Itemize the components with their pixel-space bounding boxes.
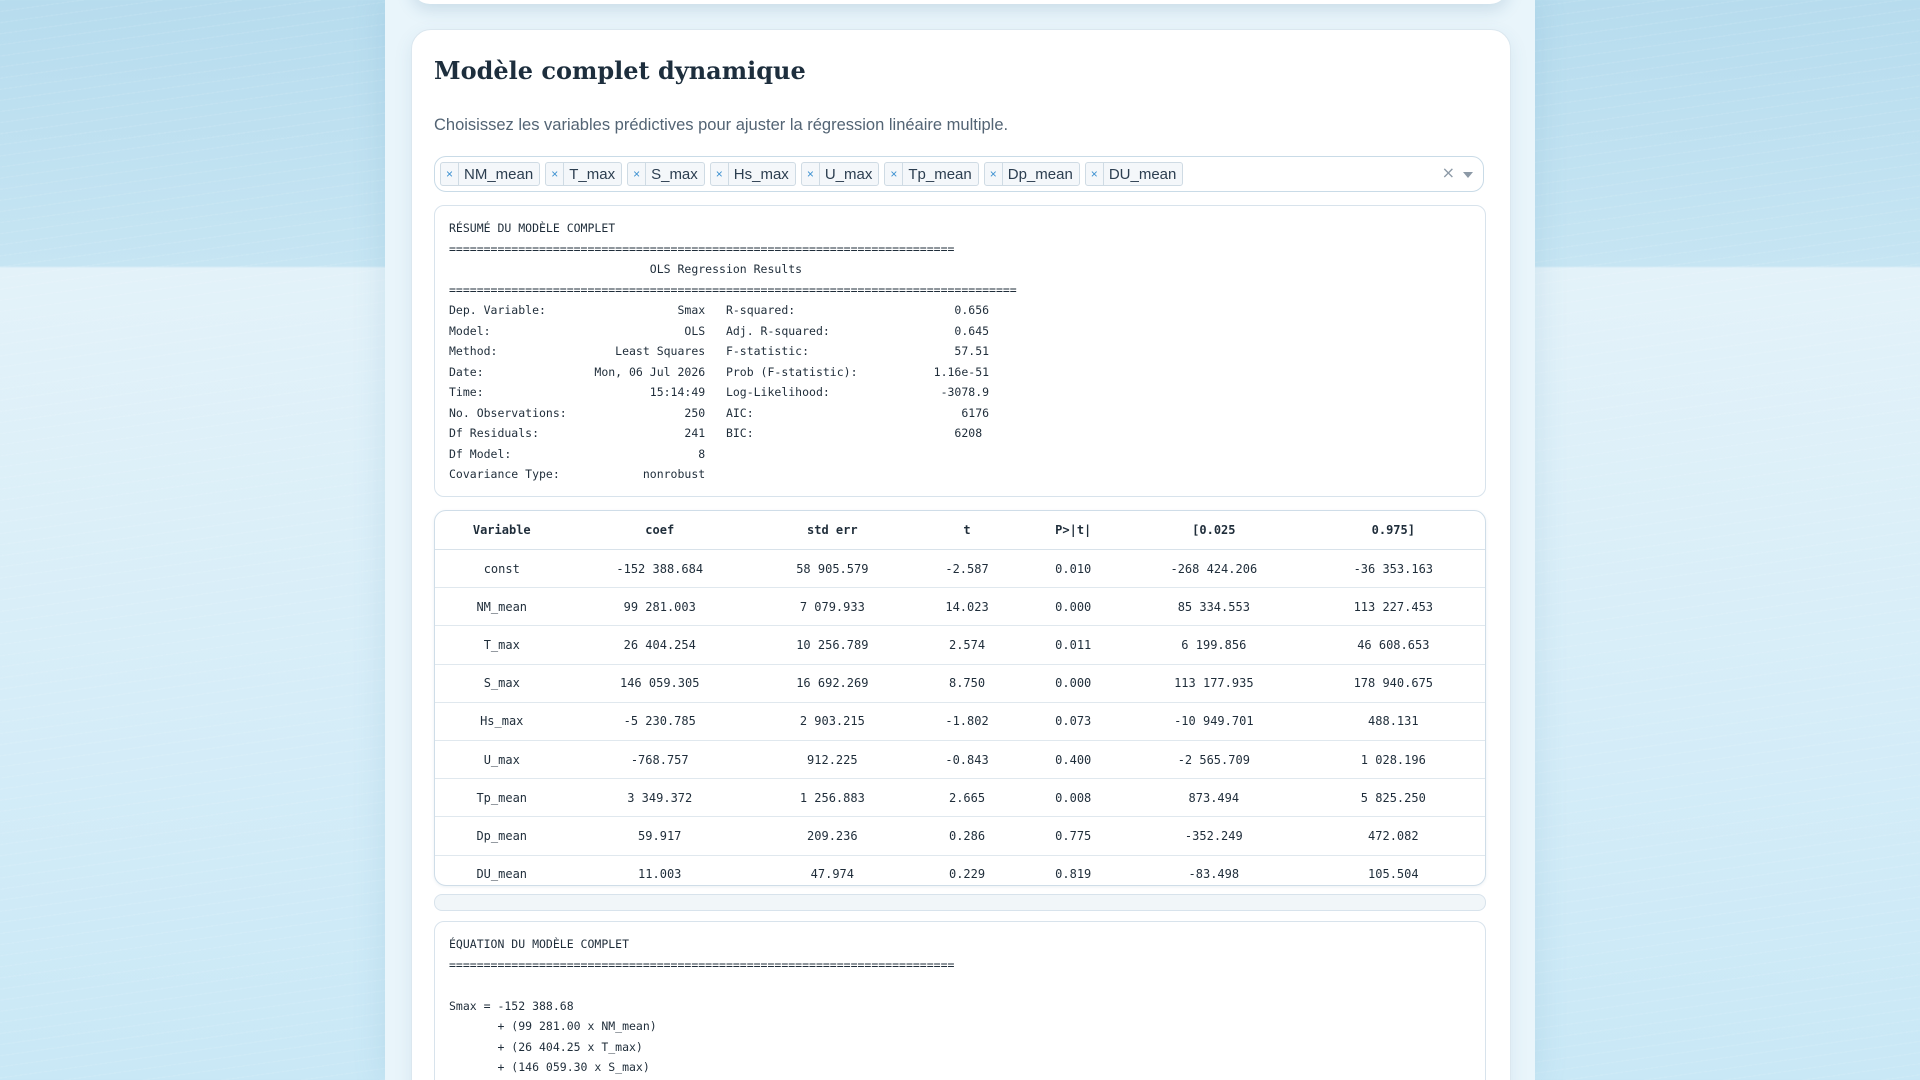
card-title: Modèle complet dynamique <box>434 56 806 85</box>
tag-label: Hs_max <box>733 165 789 183</box>
header-coef[interactable]: coef <box>569 511 751 550</box>
remove-tag-icon[interactable]: × <box>546 163 564 185</box>
cell-std-err: 2 903.215 <box>751 702 914 740</box>
table-row <box>435 664 1485 702</box>
cell-std-err: 58 905.579 <box>751 550 914 588</box>
cell-coef: -5 230.785 <box>569 702 751 740</box>
cell-p-value: 0.011 <box>1020 626 1126 664</box>
cell-ci-lower: -352.249 <box>1126 817 1302 855</box>
table-row <box>435 779 1485 817</box>
header-ci-upper[interactable]: 0.975] <box>1302 511 1485 550</box>
cell-t: 0.286 <box>914 817 1021 855</box>
tag-hs-max <box>710 162 796 186</box>
tag-label: Tp_mean <box>908 165 972 183</box>
cell-std-err: 209.236 <box>751 817 914 855</box>
cell-t: 8.750 <box>914 664 1021 702</box>
clear-all-icon[interactable]: × <box>1441 163 1455 182</box>
remove-tag-icon[interactable]: × <box>802 163 820 185</box>
chevron-down-icon[interactable] <box>1463 172 1473 178</box>
cell-t: 0.229 <box>948 867 986 882</box>
cell-ci-upper: 5 825.250 <box>1302 779 1485 817</box>
cell-t: -2.587 <box>914 550 1021 588</box>
cell-t: -1.802 <box>914 702 1021 740</box>
cell-ci-upper: 113 227.453 <box>1302 588 1485 626</box>
cell-ci-upper: -36 353.163 <box>1302 550 1485 588</box>
header-p-value[interactable]: P>|t| <box>1020 511 1126 550</box>
cell-ci-upper: 178 940.675 <box>1302 664 1485 702</box>
cell-coef: 26 404.254 <box>569 626 751 664</box>
remove-tag-icon[interactable]: × <box>711 163 729 185</box>
table-horizontal-scrollbar[interactable] <box>434 894 1486 911</box>
model-equation-box <box>434 921 1486 1080</box>
cell-p-value: 0.400 <box>1020 740 1126 778</box>
cell-p-value: 0.008 <box>1020 779 1126 817</box>
previous-card <box>412 0 1508 4</box>
tag-label: DU_mean <box>1108 165 1177 183</box>
model-summary-box <box>434 205 1486 497</box>
table-row <box>435 550 1485 588</box>
cell-p-value: 0.775 <box>1020 817 1126 855</box>
cell-coef: -152 388.684 <box>569 550 751 588</box>
cell-p-value: 0.073 <box>1020 702 1126 740</box>
cell-variable: S_max <box>435 664 569 702</box>
cell-ci-upper: 472.082 <box>1302 817 1485 855</box>
table-row <box>435 588 1485 626</box>
model-equation-text: ÉQUATION DU MODÈLE COMPLET ========================================================================= Smax = -152 388.68 + (99 281.00 x NM_mean) + (26 404.25 x T_max) + (146 059.30 x S_max) <box>449 937 955 1074</box>
cell-variable: Tp_mean <box>435 779 569 817</box>
cell-ci-upper: 105.504 <box>1368 867 1419 882</box>
cell-p-value: 0.000 <box>1020 664 1126 702</box>
tag-s-max <box>627 162 705 186</box>
tag-label: NM_mean <box>464 165 534 183</box>
cell-t: 2.574 <box>914 626 1021 664</box>
tag-label: T_max <box>569 165 616 183</box>
header-ci-lower[interactable]: [0.025 <box>1126 511 1302 550</box>
cell-coef: 59.917 <box>569 817 751 855</box>
cell-std-err: 47.974 <box>810 867 854 882</box>
remove-tag-icon[interactable]: × <box>628 163 646 185</box>
cell-ci-upper: 1 028.196 <box>1302 740 1485 778</box>
cell-variable: const <box>435 550 569 588</box>
header-variable[interactable]: Variable <box>435 511 569 550</box>
tag-dp-mean <box>984 162 1080 186</box>
cell-std-err: 912.225 <box>751 740 914 778</box>
cell-p-value: 0.819 <box>1055 867 1092 882</box>
cell-coef: 146 059.305 <box>569 664 751 702</box>
cell-variable: Hs_max <box>435 702 569 740</box>
table-row <box>435 855 1485 886</box>
tag-label: Dp_mean <box>1007 165 1073 183</box>
cell-std-err: 16 692.269 <box>751 664 914 702</box>
cell-p-value: 0.010 <box>1020 550 1126 588</box>
tag-nm-mean <box>440 162 540 186</box>
table-row <box>435 740 1485 778</box>
header-t[interactable]: t <box>914 511 1021 550</box>
cell-coef: -768.757 <box>569 740 751 778</box>
remove-tag-icon[interactable]: × <box>985 163 1003 185</box>
cell-std-err: 7 079.933 <box>751 588 914 626</box>
coefficients-table <box>434 510 1486 886</box>
cell-ci-lower: -83.498 <box>1188 867 1240 882</box>
tag-du-mean <box>1085 162 1184 186</box>
full-model-card <box>411 29 1511 1080</box>
cell-std-err: 1 256.883 <box>751 779 914 817</box>
tag-tp-mean <box>884 162 978 186</box>
cell-coef: 99 281.003 <box>569 588 751 626</box>
cell-ci-lower: 6 199.856 <box>1126 626 1302 664</box>
cell-variable: DU_mean <box>476 867 528 882</box>
cell-std-err: 10 256.789 <box>751 626 914 664</box>
table-header-row <box>435 511 1485 550</box>
cell-ci-upper: 46 608.653 <box>1302 626 1485 664</box>
cell-t: 14.023 <box>914 588 1021 626</box>
card-subtitle: Choisissez les variables prédictives pour ajuster la régression linéaire multiple. <box>434 116 1009 134</box>
cell-t: -0.843 <box>914 740 1021 778</box>
cell-coef: 11.003 <box>638 867 682 882</box>
cell-ci-lower: 113 177.935 <box>1126 664 1302 702</box>
cell-ci-lower: 873.494 <box>1126 779 1302 817</box>
cell-p-value: 0.000 <box>1020 588 1126 626</box>
header-std-err[interactable]: std err <box>751 511 914 550</box>
model-summary-text: RÉSUMÉ DU MODÈLE COMPLET ========================================================================= OLS Regression Results ================================================================================== Dep. Variable: Smax R-squared: 0.656 Model: OLS Adj. R-squared: 0.645 Method: Least Squares F-statistic: 57.51 Date: Mon, 06 Jul 2026 Prob (F-statistic): 1.16e-51 Time: 15:14:49 Log-Likelihood: -3078.9 No. Observations: 250 AIC: 6176 Df Residuals: 241 BIC: 6208 Df Model: 8 Covariance Type: nonrobust <box>449 221 1017 481</box>
cell-ci-lower: -2 565.709 <box>1126 740 1302 778</box>
cell-variable: U_max <box>435 740 569 778</box>
remove-tag-icon[interactable]: × <box>441 163 459 185</box>
cell-ci-lower: 85 334.553 <box>1126 588 1302 626</box>
cell-coef: 3 349.372 <box>569 779 751 817</box>
remove-tag-icon[interactable]: × <box>885 163 903 185</box>
cell-variable: Dp_mean <box>435 817 569 855</box>
tag-t-max <box>545 162 622 186</box>
table-row <box>435 817 1485 855</box>
tag-label: S_max <box>651 165 698 183</box>
table-row <box>435 626 1485 664</box>
cell-variable: NM_mean <box>435 588 569 626</box>
tag-label: U_max <box>824 165 873 183</box>
tag-u-max <box>801 162 880 186</box>
cell-ci-lower: -268 424.206 <box>1126 550 1302 588</box>
cell-variable: T_max <box>435 626 569 664</box>
cell-ci-lower: -10 949.701 <box>1126 702 1302 740</box>
remove-tag-icon[interactable]: × <box>1086 163 1104 185</box>
cell-ci-upper: 488.131 <box>1302 702 1485 740</box>
table-row <box>435 702 1485 740</box>
predictor-multiselect[interactable] <box>434 156 1484 192</box>
cell-t: 2.665 <box>914 779 1021 817</box>
